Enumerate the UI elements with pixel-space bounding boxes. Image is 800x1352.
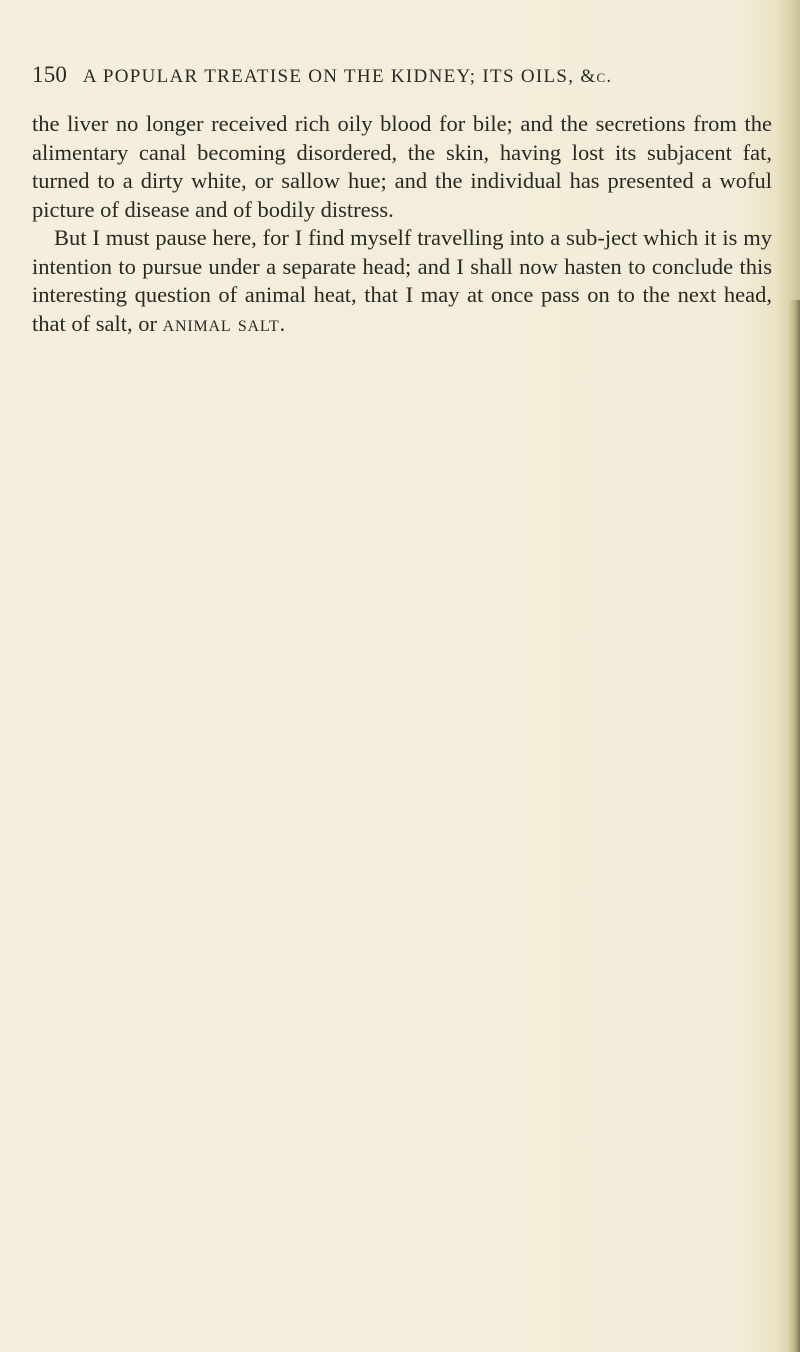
page-edge-shadow [788,300,800,1352]
paragraph-text: But I must pause here, for I find myself travelling into a sub-ject which it is my intention to pursue under a separate head; and I shall now hasten to conclude this interesting question of animal heat, that I may at once pass on to the next head, that of salt, or [32,225,772,336]
paragraph-text: the liver no longer received rich oily blood for bile; and the secretions from the alimentary canal becoming disordered, the skin, having lost its subjacent fat, turned to a dirty white, or sallow hue; and the individual has presented a woful picture of disease and of bodily distress. [32,111,772,222]
running-head [32,62,772,88]
page-number: 150 [32,62,68,87]
body-text [32,110,772,338]
running-head-title: A POPULAR TREATISE ON THE KIDNEY; ITS OILS, &c. [82,66,613,87]
paragraph-animal-heat [32,224,772,338]
paragraph-continuation [32,110,772,224]
small-caps-term: animal salt. [162,310,286,336]
